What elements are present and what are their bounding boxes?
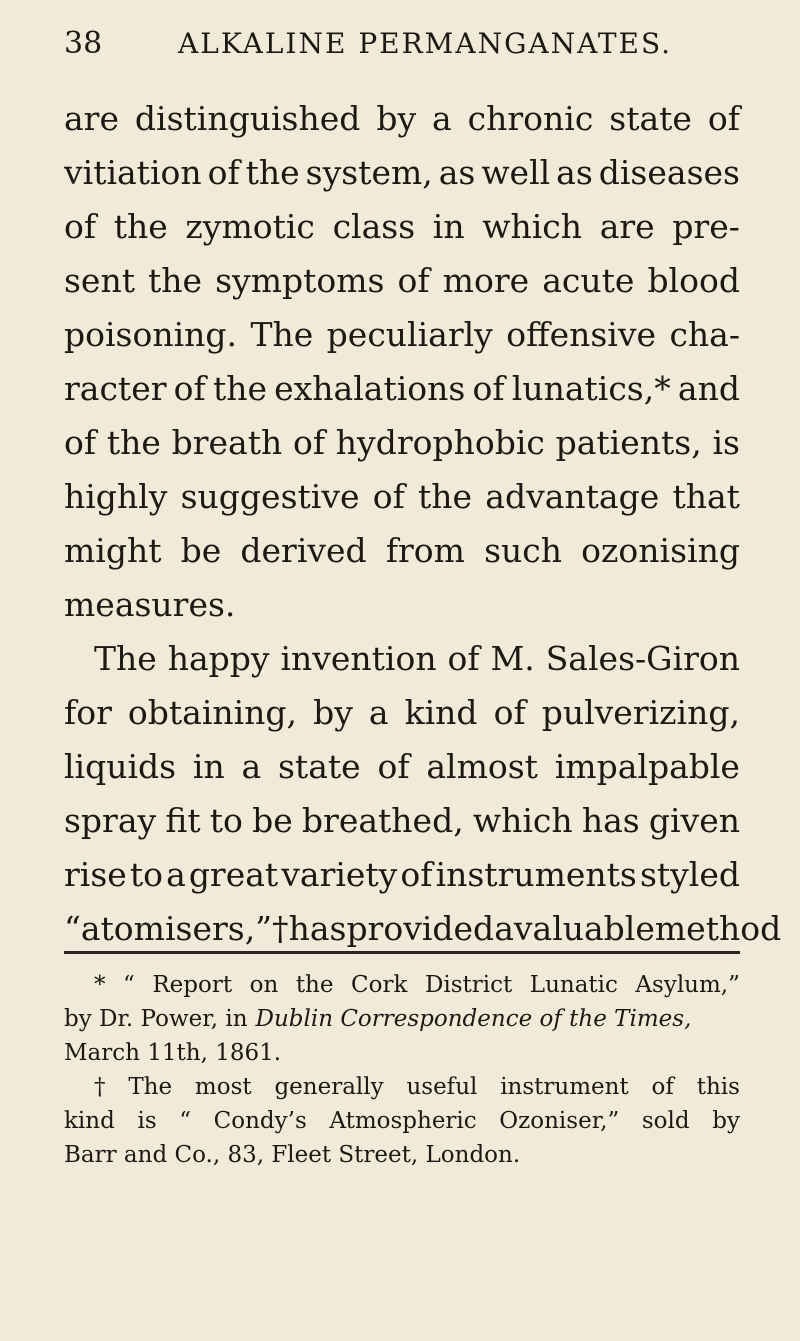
word: impalpable (554, 747, 740, 786)
word: sent (64, 261, 135, 300)
word: District (424, 972, 513, 998)
footnote-line (64, 1036, 740, 1070)
word: generally (274, 1074, 384, 1100)
word: kind (64, 1108, 115, 1134)
word: of (292, 423, 326, 462)
word: zymotic (185, 207, 315, 246)
footnote-text: March 11th, 1861. (64, 1040, 282, 1066)
word: almost (426, 747, 538, 786)
running-head (64, 24, 740, 64)
word: sold (641, 1108, 690, 1134)
word: a (494, 909, 514, 948)
word: blood (647, 261, 740, 300)
word: and (677, 369, 740, 408)
word: rise (64, 855, 127, 894)
body-line (64, 578, 740, 632)
word: a (432, 99, 452, 138)
word: happy (167, 639, 270, 678)
word: is (712, 423, 740, 462)
word: the (113, 207, 168, 246)
word: by (313, 693, 353, 732)
body-line (64, 794, 740, 848)
word: state (278, 747, 361, 786)
word: of (472, 369, 505, 408)
word: highly (64, 477, 168, 516)
word: for (64, 693, 112, 732)
word: Lunatic (529, 972, 618, 998)
body-line (64, 308, 740, 362)
word: peculiarly (326, 315, 493, 354)
word: offensive (506, 315, 657, 354)
word: measures. (64, 585, 236, 624)
word: “ (179, 1108, 192, 1134)
footnote-line (64, 968, 740, 1002)
word: of (397, 261, 430, 300)
word: by (712, 1108, 740, 1134)
word: invention (280, 639, 437, 678)
word: * (94, 972, 106, 998)
footnote-line (64, 1138, 740, 1172)
body-line (64, 902, 782, 956)
word: from (385, 531, 465, 570)
footnote-rule (64, 951, 740, 954)
word: which (472, 801, 573, 840)
word: such (484, 531, 563, 570)
word: “atomisers,”† (64, 909, 289, 948)
word: as (438, 153, 476, 192)
word: more (442, 261, 530, 300)
running-title: ALKALINE PERMANGANATES. (178, 27, 673, 60)
word: of (707, 99, 740, 138)
footnote-line (64, 1070, 740, 1104)
word: the (295, 972, 334, 998)
footnote-text: by Dr. Power, in (64, 1006, 248, 1032)
body-line (64, 848, 740, 902)
word: hydrophobic (335, 423, 545, 462)
word: Asylum,” (635, 972, 740, 998)
word: of (64, 207, 97, 246)
word: of (64, 423, 97, 462)
word: M. (490, 639, 535, 678)
word: Sales-Giron (545, 639, 740, 678)
word: are (64, 99, 119, 138)
word: exhalations (274, 369, 466, 408)
word: class (332, 207, 416, 246)
word: pulverizing, (541, 693, 740, 732)
word: be (180, 531, 222, 570)
word: of (400, 855, 433, 894)
word: Condy’s (213, 1108, 307, 1134)
word: by (376, 99, 417, 138)
word: patients, (555, 423, 702, 462)
word: variety (281, 855, 398, 894)
word: state (609, 99, 692, 138)
word: provided (346, 909, 495, 948)
word: as (556, 153, 593, 192)
word: the (418, 477, 473, 516)
word: vitiation (64, 153, 202, 192)
word: given (648, 801, 740, 840)
word: are (599, 207, 655, 246)
word: instruments (435, 855, 637, 894)
word: the (245, 153, 300, 192)
word: cha- (669, 315, 740, 354)
word: ozonising (581, 531, 740, 570)
footnote-italic-title: Dublin Correspondence of the Times, (255, 1006, 692, 1032)
word: chronic (467, 99, 594, 138)
page-number: 38 (64, 26, 103, 61)
word: of (447, 639, 480, 678)
word: lunatics,* (511, 369, 671, 408)
word: advantage (485, 477, 660, 516)
word: racter (64, 369, 167, 408)
word: in (432, 207, 465, 246)
word: to (129, 855, 163, 894)
word: system, (305, 153, 433, 192)
word: might (64, 531, 162, 570)
body-line (64, 524, 740, 578)
word: of (207, 153, 240, 192)
word: The (128, 1074, 173, 1100)
body-line (64, 470, 740, 524)
word: of (372, 477, 405, 516)
word: the (148, 261, 203, 300)
footnote-line (64, 1104, 740, 1138)
body-line (64, 632, 740, 686)
word: is (137, 1108, 157, 1134)
word: pre- (672, 207, 740, 246)
word: be (252, 801, 293, 840)
word: a (166, 855, 186, 894)
word: derived (240, 531, 367, 570)
word: fit (165, 801, 201, 840)
body-line (64, 362, 740, 416)
word: most (194, 1074, 252, 1100)
word: obtaining, (127, 693, 298, 732)
word: has (581, 801, 640, 840)
word: method (654, 909, 782, 948)
body-line (64, 740, 740, 794)
word: on (249, 972, 279, 998)
body-line (64, 92, 740, 146)
body-line (64, 254, 740, 308)
word: styled (639, 855, 740, 894)
word: a (241, 747, 262, 786)
body-text (64, 92, 782, 956)
word: distinguished (134, 99, 361, 138)
word: instrument (500, 1074, 629, 1100)
word: liquids (64, 747, 177, 786)
word: of (651, 1074, 674, 1100)
word: kind (404, 693, 478, 732)
word: The (250, 315, 314, 354)
word: of (493, 693, 526, 732)
word: the (212, 369, 267, 408)
word: this (696, 1074, 740, 1100)
word: breath (171, 423, 283, 462)
footnotes (64, 968, 740, 1172)
word: poisoning. (64, 315, 238, 354)
word: Atmospheric (329, 1108, 477, 1134)
word: † (94, 1074, 106, 1100)
word: valuable (513, 909, 655, 948)
word: in (192, 747, 225, 786)
word: to (209, 801, 243, 840)
word: Ozoniser,” (499, 1108, 620, 1134)
word: has (288, 909, 347, 948)
word: diseases (598, 153, 740, 192)
footnote-line (64, 1002, 740, 1036)
word: a (368, 693, 389, 732)
word: breathed, (301, 801, 464, 840)
word: that (672, 477, 740, 516)
word: well (481, 153, 551, 192)
word: of (377, 747, 410, 786)
word: suggestive (180, 477, 360, 516)
word: great (188, 855, 279, 894)
footnote-text: Barr and Co., 83, Fleet Street, London. (64, 1142, 521, 1168)
body-line (64, 200, 740, 254)
word: Report (152, 972, 233, 998)
word: of (173, 369, 206, 408)
word: acute (542, 261, 635, 300)
word: useful (406, 1074, 478, 1100)
body-line (64, 146, 740, 200)
word: spray (64, 801, 157, 840)
body-line (64, 686, 740, 740)
word: Cork (351, 972, 408, 998)
word: which (482, 207, 583, 246)
word: The (94, 639, 157, 678)
word: “ (123, 972, 135, 998)
word: symptoms (215, 261, 385, 300)
body-line (64, 416, 740, 470)
word: the (106, 423, 161, 462)
